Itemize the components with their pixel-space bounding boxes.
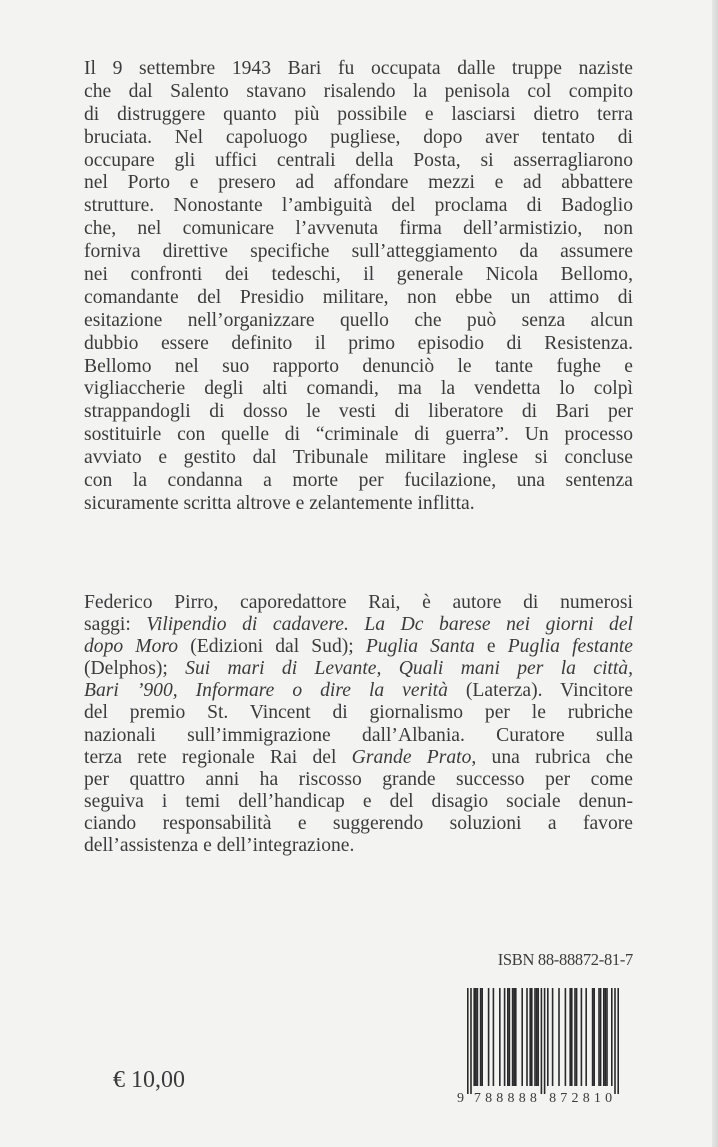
barcode-digit: 8 <box>529 1091 537 1106</box>
synopsis-line <box>84 493 633 516</box>
author-bio-line <box>84 725 633 747</box>
text-run: strappandogli di dosso le vesti di liberatore di Bari per <box>84 401 633 423</box>
synopsis-line <box>84 218 633 241</box>
barcode-bar <box>581 988 583 1086</box>
synopsis-line <box>84 195 633 218</box>
author-bio-line <box>84 680 633 702</box>
barcode-bar <box>470 988 472 1094</box>
text-run: con la condanna a morte per fucilazione, una sentenza <box>84 470 633 492</box>
barcode-bar <box>558 988 560 1086</box>
barcode-digit: 8 <box>496 1091 504 1106</box>
barcode-bar <box>576 988 578 1086</box>
text-run: bruciata. Nel capoluogo pugliese, dopo aver tentato di <box>84 126 633 148</box>
barcode-bar <box>513 988 515 1086</box>
author-bio-paragraph <box>84 592 633 857</box>
text-run: Federico Pirro, caporedattore Rai, è autore di numerosi <box>84 592 633 613</box>
barcode-bar <box>614 988 616 1094</box>
barcode-bar <box>603 988 605 1086</box>
barcode-digit: 1 <box>593 1091 601 1106</box>
synopsis-line <box>84 127 633 150</box>
author-bio-line <box>84 791 633 813</box>
synopsis-line <box>84 104 633 127</box>
barcode-digit: 8 <box>485 1091 493 1106</box>
barcode-bar <box>571 988 573 1086</box>
ean13-barcode <box>455 980 635 1110</box>
barcode-bar <box>529 988 531 1086</box>
barcode-bar <box>521 988 523 1086</box>
text-run: nei confronti dei tedeschi, il generale Nicola Bellomo, <box>84 264 633 286</box>
barcode-bar <box>509 988 511 1086</box>
text-run: esitazione nell’organizzare quello che può senza alcun <box>84 309 633 331</box>
barcode-digit: 8 <box>518 1091 526 1106</box>
barcode-bar <box>536 988 538 1086</box>
barcode-bar <box>541 988 543 1094</box>
text-run: di distruggere quanto più possibile e lasciarsi dietro terra <box>84 103 633 125</box>
barcode-bar <box>475 988 477 1086</box>
barcode-digit: 7 <box>473 1091 481 1106</box>
text-run: dubbio essere definito il primo episodio di Resistenza. <box>84 332 633 354</box>
italic-title-text: Sui mari di Levante, Quali mani per la città, <box>185 658 634 680</box>
author-bio-line <box>84 747 633 769</box>
barcode-bar <box>585 988 587 1086</box>
barcode-digit: 8 <box>582 1091 590 1106</box>
isbn-label: ISBN 88-88872-81-7 <box>497 950 633 969</box>
barcode-digit: 8 <box>549 1091 557 1106</box>
barcode-bar <box>515 988 517 1086</box>
synopsis-line <box>84 310 633 333</box>
synopsis-line <box>84 81 633 104</box>
barcode-bar <box>600 988 602 1086</box>
italic-title-text: Bari ’900, Informare o dire la verità <box>84 680 448 702</box>
text-run: nazionali sull’immigrazione dall’Albania. Curatore sulla <box>84 724 633 746</box>
barcode-bar <box>481 988 483 1086</box>
synopsis-line <box>84 378 633 401</box>
author-bio-line <box>84 658 633 680</box>
italic-title-text: Grande Prato <box>351 746 472 768</box>
synopsis-line <box>84 58 633 81</box>
barcode-bar <box>504 988 506 1086</box>
italic-title-text: Vilipendio di cadavere. La Dc barese nei giorni del <box>146 614 633 636</box>
barcode-bar <box>617 988 619 1094</box>
text-run: (Edizioni dal Sud); <box>178 636 366 658</box>
author-bio-line <box>84 636 633 658</box>
text-run: terza rete regionale Rai del <box>84 746 352 768</box>
author-bio-line <box>84 835 633 857</box>
barcode-bar <box>611 988 613 1086</box>
synopsis-line <box>84 447 633 470</box>
barcode-digit: 7 <box>560 1091 568 1106</box>
synopsis-line <box>84 356 633 379</box>
synopsis-paragraph <box>84 58 633 516</box>
text-run: sostituirle con quelle di “criminale di guerra”. Un processo <box>84 424 633 446</box>
synopsis-line <box>84 172 633 195</box>
italic-title-text: dopo Moro <box>84 636 179 658</box>
barcode-bar <box>467 988 469 1094</box>
barcode-bar <box>507 988 509 1086</box>
text-run: , una rubrica che <box>471 746 633 768</box>
barcode-bar <box>565 988 567 1086</box>
barcode-bar <box>534 988 536 1086</box>
barcode-digit: 2 <box>571 1091 579 1106</box>
barcode-bar <box>552 988 554 1086</box>
text-run: vigliaccherie degli alti comandi, ma la vendetta lo colpì <box>84 378 633 400</box>
author-bio-line <box>84 702 633 724</box>
barcode-bar <box>544 988 546 1094</box>
barcode-bar <box>473 988 475 1086</box>
barcode-bar <box>605 988 607 1086</box>
text-run: Il 9 settembre 1943 Bari fu occupata dalle truppe naziste <box>84 58 633 79</box>
author-bio-line <box>84 813 633 835</box>
barcode-bar <box>531 988 533 1086</box>
text-run: (Laterza). Vincitore <box>447 680 634 702</box>
barcode-bar <box>547 988 549 1086</box>
text-run: occupare gli uffici centrali della Posta, si asserragliarono <box>84 149 633 171</box>
barcode-bar <box>574 988 576 1086</box>
text-run: ciando responsabilità e suggerendo soluzioni a favore <box>84 812 633 834</box>
text-run: per quattro anni ha riscosso grande successo per come <box>84 768 633 790</box>
barcode-bar <box>593 988 595 1086</box>
synopsis-line <box>84 241 633 264</box>
barcode-bar <box>480 988 482 1086</box>
text-run: seguiva i temi dell’handicap e del disagio sociale denun- <box>84 790 633 812</box>
author-bio-line <box>84 769 633 791</box>
barcode-digit: 9 <box>457 1091 464 1106</box>
synopsis-line <box>84 287 633 310</box>
text-run: che dal Salento stavano risalendo la penisola col compito <box>84 80 633 102</box>
text-run: Bellomo nel suo rapporto denunciò le tante fughe e <box>84 355 633 377</box>
price-label: € 10,00 <box>113 1067 185 1093</box>
text-run: forniva direttive specifiche sull’atteggiamento da assumere <box>84 241 633 263</box>
page-edge-shadow <box>712 0 718 1147</box>
text-run: saggi: <box>84 614 147 636</box>
italic-title-text: Puglia Santa <box>365 636 475 658</box>
barcode-bar <box>569 988 571 1086</box>
barcode-bar <box>493 988 495 1086</box>
text-run: (Delphos); <box>84 658 186 680</box>
text-run: dell’assistenza e dell’integrazione. <box>84 835 355 857</box>
barcode-bar <box>488 988 490 1086</box>
barcode-bar <box>537 988 539 1086</box>
barcode-bar <box>592 988 594 1086</box>
author-bio-line <box>84 614 633 636</box>
synopsis-line <box>84 333 633 356</box>
text-run: e <box>474 636 508 658</box>
italic-title-text: Puglia festante <box>507 636 634 658</box>
synopsis-line <box>84 264 633 287</box>
text-run: del premio St. Vincent di giornalismo per le rubriche <box>84 702 633 724</box>
barcode-bar <box>606 988 608 1086</box>
barcode-bar <box>512 988 514 1086</box>
barcode-bar <box>477 988 479 1086</box>
barcode-digit: 0 <box>605 1091 613 1106</box>
text-run: che, nel comunicare l’avvenuta firma dell’armistizio, non <box>84 218 633 240</box>
text-run: sicuramente scritta altrove e zelantemente inflitta. <box>84 492 475 514</box>
synopsis-line <box>84 424 633 447</box>
synopsis-line <box>84 150 633 173</box>
text-run: strutture. Nonostante l’ambiguità del proclama di Badoglio <box>84 195 633 217</box>
synopsis-line <box>84 401 633 424</box>
barcode-bar <box>499 988 501 1086</box>
barcode-digit: 8 <box>507 1091 515 1106</box>
text-run: comandante del Presidio militare, non ebbe un attimo di <box>84 286 633 308</box>
text-run: avviato e gestito dal Tribunale militare inglese si concluse <box>84 447 633 469</box>
synopsis-line <box>84 470 633 493</box>
barcode-bar <box>526 988 528 1086</box>
barcode-bar <box>598 988 600 1086</box>
author-bio-line <box>84 592 633 614</box>
text-run: nel Porto e presero ad affondare mezzi e ad abbattere <box>84 172 633 194</box>
